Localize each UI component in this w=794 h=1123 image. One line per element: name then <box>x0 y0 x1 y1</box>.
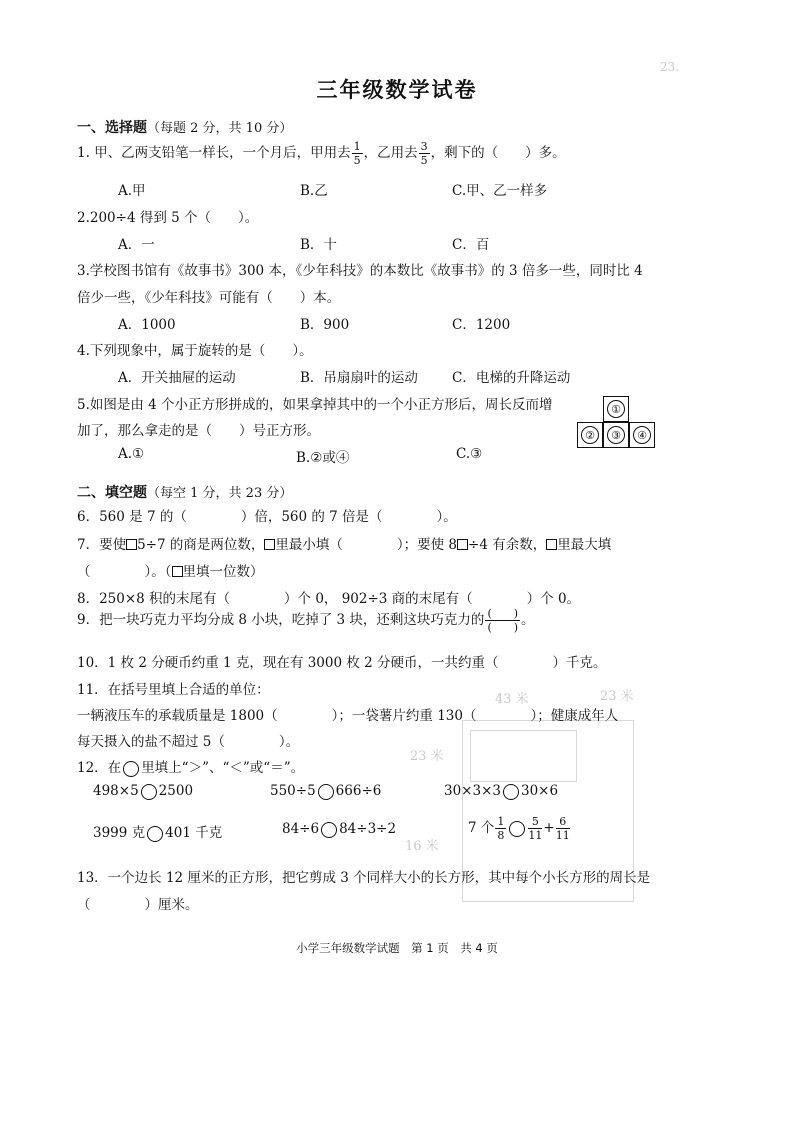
q7-text: 里填一位数） <box>182 564 264 580</box>
option: B.②或④ <box>296 450 350 466</box>
section-heading-fill <box>77 482 292 502</box>
denominator: 8 <box>497 829 505 842</box>
plus-sign: + <box>543 820 555 836</box>
bleed-number: 23. <box>660 60 680 74</box>
denominator: 11 <box>555 829 570 842</box>
q7-text: 里最大填 <box>557 537 612 553</box>
denominator: 5 <box>420 154 428 167</box>
compare-circle[interactable] <box>321 822 337 838</box>
question-12 <box>77 756 304 777</box>
compare-circle[interactable] <box>147 826 163 842</box>
question-10: 10．1 枚 2 分硬币约重 1 克，现在有 3000 枚 2 分硬币，一共约重（ ）千克。 <box>77 655 607 671</box>
denominator: 5 <box>353 154 361 167</box>
compare-item <box>270 783 381 800</box>
option: B．十 <box>300 237 337 253</box>
fraction <box>556 816 570 841</box>
option: A.甲 <box>118 183 146 199</box>
compare-circle[interactable] <box>509 821 525 837</box>
question-4: 4.下列现象中，属于旋转的是（ ）。 <box>77 343 313 359</box>
question-13: 13．一个边长 12 厘米的正方形，把它剪成 3 个同样大小的长方形，其中每个小长方形的周长是 <box>77 870 651 886</box>
bleed-label: 43 米 <box>495 692 529 707</box>
q1-text: ，乙用去 <box>363 145 418 161</box>
page-footer: 小学三年级数学试题 第 1 页 共 4 页 <box>296 941 498 955</box>
question-6: 6．560 是 7 的（ ）倍，560 的 7 倍是（ ）。 <box>77 509 457 525</box>
fraction <box>352 141 363 166</box>
option: A．一 <box>118 237 155 253</box>
box-placeholder <box>546 539 557 550</box>
square-label: ④ <box>633 426 651 444</box>
option: C.③ <box>456 446 483 462</box>
compare-circle[interactable] <box>503 784 519 800</box>
fraction <box>528 816 542 841</box>
q9-text: 9．把一块巧克力平均分成 8 小块，吃掉了 3 块，还剩这块巧克力的 <box>77 612 485 628</box>
compare-circle[interactable] <box>318 784 334 800</box>
compare-item <box>468 812 571 844</box>
fraction <box>419 141 430 166</box>
fraction <box>495 816 506 841</box>
section-note: （每空 1 分，共 23 分） <box>147 486 293 501</box>
section-note: （每题 2 分，共 10 分） <box>147 121 293 136</box>
option: A.① <box>118 446 145 462</box>
q9-text: 。 <box>521 612 535 628</box>
q1-text: ，剩下的（ ）多。 <box>430 145 566 161</box>
option: A．开关抽屉的运动 <box>118 370 236 386</box>
square-label: ① <box>607 400 625 418</box>
option: B．吊扇扇叶的运动 <box>300 370 418 386</box>
box-placeholder <box>172 566 183 577</box>
q12-text: 12．在 <box>77 760 122 776</box>
bleed-label: 23 米 <box>410 749 444 764</box>
q7-text: ÷4 有余数， <box>468 537 547 553</box>
question-2: 2.200÷4 得到 5 个（ ）。 <box>77 210 259 226</box>
compare-item <box>282 821 396 838</box>
square-2 <box>577 422 603 448</box>
question-5-cont: 加了，那么拿走的是（ ）号正方形。 <box>77 423 320 439</box>
compare-item <box>444 783 558 800</box>
q7-text: 5÷7 的商是两位数， <box>137 537 265 553</box>
option: B．900 <box>300 317 350 333</box>
question-11: 11．在括号里填上合适的单位： <box>77 682 270 698</box>
compare-right: 30×6 <box>520 783 559 799</box>
numerator: ( ) <box>487 607 519 620</box>
square-label: ③ <box>607 426 625 444</box>
q7-text: 7．要使 <box>77 537 127 553</box>
blank-fraction <box>485 608 520 633</box>
question-1 <box>77 138 566 168</box>
option: C．百 <box>452 237 490 253</box>
compare-left: 30×3×3 <box>444 783 501 799</box>
box-placeholder <box>264 539 275 550</box>
compare-circle <box>123 761 139 777</box>
compare-right: 84÷3÷2 <box>339 821 397 837</box>
bleed-figure-inner <box>470 730 577 782</box>
question-3-cont: 倍少一些，《少年科技》可能有（ ）本。 <box>77 290 341 306</box>
section-title: 一、选择题 <box>77 120 147 136</box>
box-placeholder <box>126 539 137 550</box>
question-11-a: 一辆液压车的承载质量是 1800（ ）；一袋薯片约重 130（ ）；健康成年人 <box>77 708 619 724</box>
option: B.乙 <box>300 183 328 199</box>
numerator: 6 <box>556 816 570 829</box>
numerator: 1 <box>353 140 361 153</box>
square-4 <box>629 422 655 448</box>
q7-text: 里最小填（ ）；要使 8 <box>275 537 458 553</box>
question-5: 5.如图是由 4 个小正方形拼成的，如果拿掉其中的一个小正方形后，周长反而增 <box>77 397 553 413</box>
question-7 <box>77 533 611 553</box>
q1-text: 1. 甲、乙两支铅笔一样长，一个月后，甲用去 <box>77 145 351 161</box>
compare-left: 550÷5 <box>270 783 316 799</box>
compare-item <box>93 821 222 842</box>
denominator: ( ) <box>487 621 519 634</box>
compare-right: 401 千克 <box>165 825 223 841</box>
square-label: ② <box>581 426 599 444</box>
question-13-cont: （ ）厘米。 <box>77 897 199 913</box>
numerator: 1 <box>497 815 505 828</box>
q7-text: （ ）。（ <box>77 564 172 580</box>
compare-right: 2500 <box>158 783 194 799</box>
section-heading-choice <box>77 117 292 137</box>
squares-figure <box>577 396 657 450</box>
numerator: 5 <box>528 816 542 829</box>
compare-left: 84÷6 <box>282 821 320 837</box>
question-11-b: 每天摄入的盐不超过 5（ ）。 <box>77 734 300 750</box>
compare-right: 666÷6 <box>335 783 382 799</box>
section-title: 二、填空题 <box>77 485 147 501</box>
compare-left: 3999 克 <box>93 825 146 841</box>
question-8: 8．250×8 积的末尾有（ ）个 0， 902÷3 商的末尾有（ ）个 0。 <box>77 591 581 607</box>
page-title: 三年级数学试卷 <box>316 78 478 102</box>
square-3 <box>603 422 629 448</box>
box-placeholder <box>457 539 468 550</box>
denominator: 11 <box>528 829 543 842</box>
square-1 <box>603 396 629 422</box>
question-9 <box>77 608 535 633</box>
numerator: 3 <box>420 140 428 153</box>
compare-circle[interactable] <box>141 784 157 800</box>
question-7-cont <box>77 560 264 580</box>
option: C．电梯的升降运动 <box>452 370 571 386</box>
bleed-label: 16 米 <box>405 839 439 854</box>
option: A．1000 <box>118 317 176 333</box>
bleed-label: 23 米 <box>600 689 634 704</box>
option: C．1200 <box>452 317 511 333</box>
compare-item <box>93 783 193 800</box>
compare-left: 498×5 <box>93 783 139 799</box>
q12-text: 里填上“＞”、“＜”或“＝”。 <box>141 760 305 776</box>
question-3: 3.学校图书馆有《故事书》300 本，《少年科技》的本数比《故事书》的 3 倍多一些，同时比 4 <box>77 263 643 279</box>
option: C.甲、乙一样多 <box>452 183 548 199</box>
compare-left: 7 个 <box>468 820 495 836</box>
